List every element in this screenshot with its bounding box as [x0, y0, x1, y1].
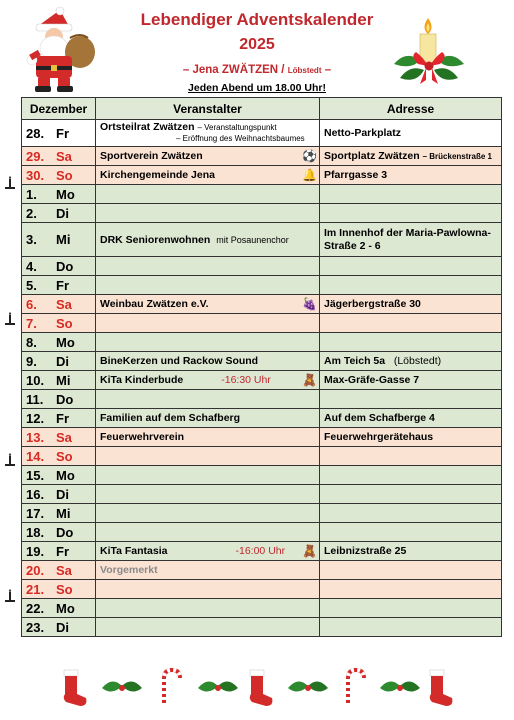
table-row: [22, 447, 502, 466]
table-row: [22, 428, 502, 447]
address-cell: [320, 580, 502, 599]
address-cell: [320, 185, 502, 204]
day-cell: 11. Do: [22, 390, 96, 409]
address-cell: [320, 333, 502, 352]
day-cell: 14. So: [22, 447, 96, 466]
table-row: [22, 314, 502, 333]
candy-cane-icon: [164, 670, 180, 706]
host-cell: [96, 466, 320, 485]
grapes-icon: 🍇: [302, 296, 317, 311]
address-cell: Auf dem Schafberge 4: [320, 409, 502, 428]
host-cell: [96, 523, 320, 542]
candle-holly-illustration: [390, 14, 468, 90]
address-cell: Pfarrgasse 3: [320, 166, 502, 185]
address-cell: [320, 257, 502, 276]
host-cell: [96, 314, 320, 333]
day-cell: 16. Di: [22, 485, 96, 504]
address-cell: Jägerbergstraße 30: [320, 295, 502, 314]
bell-icon: 🔔: [302, 167, 317, 182]
candle-marker-icon: [3, 589, 17, 603]
day-cell: 12. Fr: [22, 409, 96, 428]
table-row: [22, 333, 502, 352]
day-cell: 13. Sa: [22, 428, 96, 447]
column-header-address: Adresse: [320, 98, 502, 120]
host-cell: [96, 276, 320, 295]
host-cell: Weinbau Zwätzen e.V. 🍇: [96, 295, 320, 314]
address-cell: [320, 523, 502, 542]
table-row: [22, 120, 502, 147]
host-cell: Kirchengemeinde Jena 🔔: [96, 166, 320, 185]
day-cell: 3. Mi: [22, 223, 96, 257]
host-cell: [96, 390, 320, 409]
host-cell: BineKerzen und Rackow Sound: [96, 352, 320, 371]
address-cell: [320, 390, 502, 409]
stocking-icon: [430, 670, 453, 706]
table-row: [22, 561, 502, 580]
table-row: [22, 295, 502, 314]
table-row: [22, 485, 502, 504]
table-row: [22, 466, 502, 485]
host-cell: Feuerwehrverein: [96, 428, 320, 447]
host-cell: Familien auf dem Schafberg: [96, 409, 320, 428]
table-row: [22, 523, 502, 542]
table-row: [22, 618, 502, 637]
soccer-ball-icon: ⚽: [302, 148, 317, 163]
host-cell: [96, 185, 320, 204]
host-cell: [96, 447, 320, 466]
table-row: [22, 185, 502, 204]
holly-icon: [288, 681, 328, 691]
day-cell: 1. Mo: [22, 185, 96, 204]
day-cell: 7. So: [22, 314, 96, 333]
column-header-day: Dezember: [22, 98, 96, 120]
host-cell: DRK Seniorenwohnen mit Posaunenchor: [96, 223, 320, 257]
table-row: [22, 580, 502, 599]
day-cell: 10. Mi: [22, 371, 96, 390]
host-cell: KiTa Kinderbude -16:30 Uhr 🧸: [96, 371, 320, 390]
day-cell: 20. Sa: [22, 561, 96, 580]
page-title: Lebendiger Adventskalender: [140, 10, 374, 29]
address-cell: [320, 485, 502, 504]
host-cell: [96, 333, 320, 352]
address-cell: [320, 447, 502, 466]
candle-marker-icon: [3, 312, 17, 326]
table-row: [22, 409, 502, 428]
host-cell: [96, 257, 320, 276]
day-cell: 5. Fr: [22, 276, 96, 295]
host-cell: Vorgemerkt: [96, 561, 320, 580]
day-cell: 23. Di: [22, 618, 96, 637]
candle-marker-icon: [3, 453, 17, 467]
holly-icon: [380, 681, 420, 691]
location-main: – Jena ZWÄTZEN /: [182, 64, 285, 76]
day-cell: 30. So: [22, 166, 96, 185]
day-cell: 9. Di: [22, 352, 96, 371]
day-cell: 17. Mi: [22, 504, 96, 523]
table-row: [22, 504, 502, 523]
address-cell: Im Innenhof der Maria-Pawlowna-Straße 2 - 6: [320, 223, 502, 257]
day-cell: 4. Do: [22, 257, 96, 276]
table-row: [22, 257, 502, 276]
host-cell: KiTa Fantasia -16:00 Uhr 🧸: [96, 542, 320, 561]
column-header-host: Veranstalter: [96, 98, 320, 120]
day-cell: 6. Sa: [22, 295, 96, 314]
holly-icon: [198, 681, 238, 691]
subtitle: Jeden Abend um 18.00 Uhr!: [188, 82, 326, 94]
day-cell: 28. Fr: [22, 120, 96, 147]
host-cell: Ortsteilrat Zwätzen – Veranstaltungspunkt – Eröffnung des Weihnachtsbaumes: [96, 120, 320, 147]
table-row: [22, 390, 502, 409]
candle-marker-icon: [3, 176, 17, 190]
day-cell: 29. Sa: [22, 147, 96, 166]
table-row: [22, 204, 502, 223]
address-cell: [320, 466, 502, 485]
address-cell: [320, 314, 502, 333]
address-cell: [320, 599, 502, 618]
day-cell: 22. Mo: [22, 599, 96, 618]
host-cell: [96, 618, 320, 637]
year: 2025: [239, 36, 275, 53]
table-row: [22, 223, 502, 257]
address-cell: [320, 561, 502, 580]
day-cell: 8. Mo: [22, 333, 96, 352]
address-cell: Netto-Parkplatz: [320, 120, 502, 147]
host-cell: [96, 599, 320, 618]
table-row: [22, 599, 502, 618]
day-cell: 21. So: [22, 580, 96, 599]
host-cell: [96, 485, 320, 504]
table-header-row: [22, 98, 502, 120]
day-cell: 19. Fr: [22, 542, 96, 561]
candy-cane-icon: [348, 670, 364, 706]
advent-calendar-table: [21, 97, 502, 637]
teddy-icon: 🧸: [302, 543, 317, 558]
host-cell: [96, 580, 320, 599]
table-row: [22, 371, 502, 390]
holly-icon: [102, 681, 142, 691]
table-row: [22, 166, 502, 185]
address-cell: Am Teich 5a (Löbstedt): [320, 352, 502, 371]
host-cell: [96, 504, 320, 523]
teddy-icon: 🧸: [302, 372, 317, 387]
address-cell: Feuerwehrgerätehaus: [320, 428, 502, 447]
address-cell: Sportplatz Zwätzen – Brückenstraße 1: [320, 147, 502, 166]
day-cell: 18. Do: [22, 523, 96, 542]
address-cell: Max-Gräfe-Gasse 7: [320, 371, 502, 390]
christmas-border-illustration: [58, 668, 458, 708]
location-sub: Löbstedt: [287, 66, 322, 75]
location-end: –: [324, 64, 332, 76]
host-cell: Sportverein Zwätzen ⚽: [96, 147, 320, 166]
day-cell: 2. Di: [22, 204, 96, 223]
stocking-icon: [64, 670, 87, 706]
address-cell: Leibnizstraße 25: [320, 542, 502, 561]
table-row: [22, 276, 502, 295]
address-cell: [320, 276, 502, 295]
table-row: [22, 352, 502, 371]
host-cell: [96, 204, 320, 223]
address-cell: [320, 618, 502, 637]
address-cell: [320, 504, 502, 523]
table-row: [22, 147, 502, 166]
address-cell: [320, 204, 502, 223]
stocking-icon: [250, 670, 273, 706]
table-row: [22, 542, 502, 561]
day-cell: 15. Mo: [22, 466, 96, 485]
